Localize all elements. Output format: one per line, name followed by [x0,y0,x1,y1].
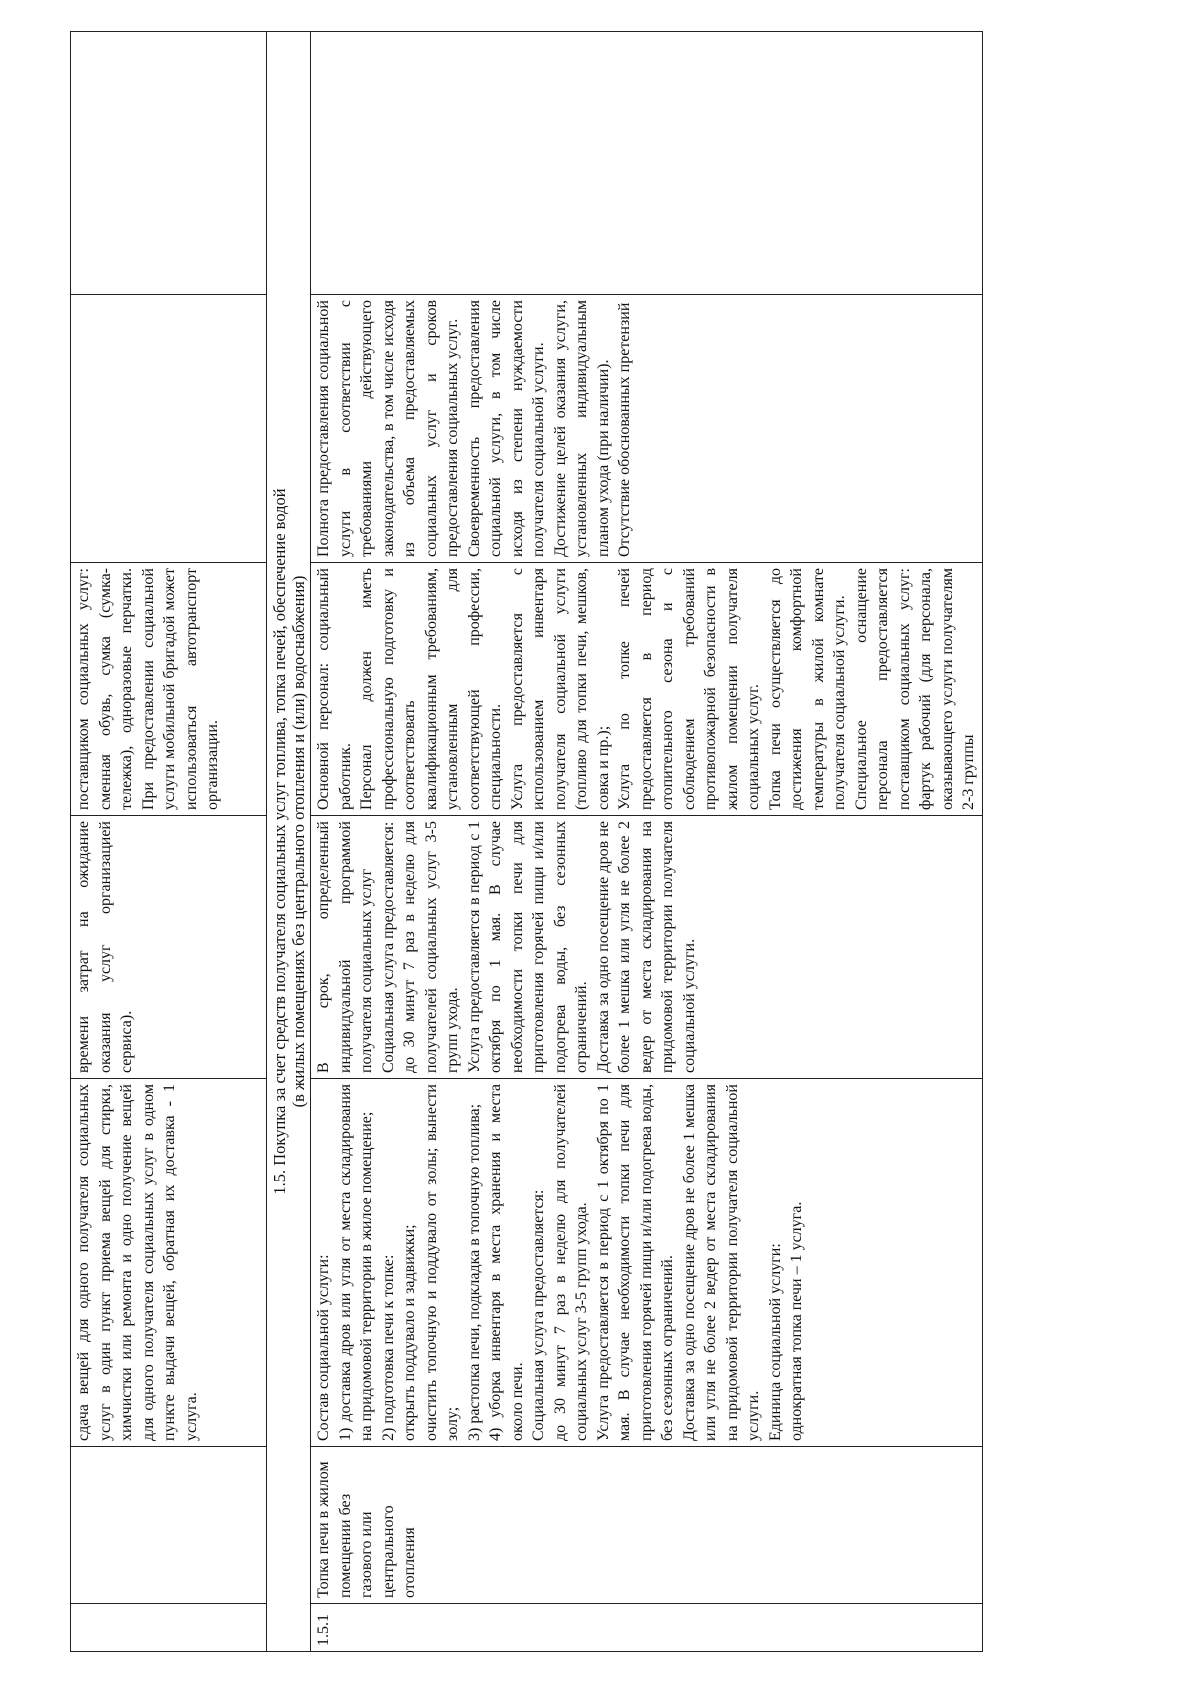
cell-content-continued: сдача вещей для одного получателя социальных услуг в один пункт приема вещей для стирки, химчистки или ремонта и одно получение вещей для одного получателя социальных услуг в одном пункте выдачи вещей, обратная их доставка - 1 услуга. [71,1079,267,1447]
table-row-1-5-1 [311,32,983,1652]
content-line: Социальная услуга предоставляется: [530,1189,547,1441]
service-quality [311,295,983,563]
section-heading-line2: (в жилых помещениях без центрального отопления и (или) водоснабжения) [289,575,308,1108]
timing-line: Услуга предоставляется в период с 1 октября по 1 мая. В случае необходимости топки печи для приготовления горячей пищи и/или подогрева воды, без сезонных ограничений. [465,821,590,1073]
content-line: Состав социальной услуги: [315,1254,332,1441]
cell-name-empty [71,1447,267,1604]
conditions-line: Услуга предоставляется с использованием инвентаря получателя социальной услуги (топливо для топки печи, мешков, совка и пр.); [508,568,612,810]
service-name: Топка печи в жилом помещении без газового или центрального отопления [311,1447,983,1604]
cell-quality-empty [71,295,267,563]
content-line: 4) уборка инвентаря в места хранения и места около печи. [487,1084,526,1441]
service-timing [311,816,983,1079]
quality-line: Своевременность предоставления социальной услуги, в том числе исходя из степени нуждаемости получателя социальной услуги. [465,300,547,557]
content-line: очистить топочную и поддувало от золы; вынести золу; [422,1084,461,1441]
service-number: 1.5.1 [311,1604,983,1652]
quality-line: Полнота предоставления социальной услуги в соответствии с требованиями действующего законодательства, в том числе исходя из объема предоставляемых социальных услуг и сроков предоставления социальных услуг. [315,300,461,557]
section-heading-row [267,32,311,1652]
conditions-line: Специальное оснащение персонала предоставляется поставщиком социальных услуг: фартук рабочий (для персонала, оказывающего услуги получателям 2-3 группы [852,568,977,810]
table-row-continued [71,32,267,1652]
cell-extra-empty [71,32,267,295]
content-line: 3) растопка печи, подкладка в топочную топлива; [465,1103,483,1441]
service-extra-empty [311,32,983,295]
content-line: до 30 минут 7 раз в неделю для получателей социальных услуг 3-5 групп ухода. [551,1084,590,1441]
quality-line: Достижение целей оказания услуги, установленных индивидуальным планом ухода (при наличии). [551,300,612,557]
conditions-line: Топка печи осуществляется до достижения комфортной температуры в жилой комнате получателя социальной услуги. [766,568,848,810]
conditions-line: Персонал должен иметь профессиональную подготовку и соответствовать квалификационным требованиям, установленным для соответствующей профессии, специальности. [358,568,504,810]
content-line: Доставка за одно посещение дров не более 1 мешка или угля не более 2 ведер от места складирования на придомовой территории получателя социальной услуги. [680,1084,762,1441]
service-conditions [311,563,983,816]
service-content [311,1079,983,1447]
section-heading [267,32,311,1652]
content-line: 1) доставка дров или угля от места складирования на придомовой территории в жилое помещение; [336,1084,375,1441]
timing-line: до 30 минут 7 раз в неделю для получателей социальных услуг 3-5 групп ухода. [401,821,461,1073]
services-table [70,31,983,1652]
conditions-line: Услуга по топке печей предоставляется в период отопительного сезона и с соблюдением требований противопожарной безопасности в жилом помещении получателя социальных услуг. [616,568,762,810]
timing-line: Социальная услуга предоставляется: [379,821,397,1073]
content-line: открыть поддувало и задвижки; [401,1224,418,1441]
timing-line: Доставка за одно посещение дров не более 1 мешка или угля не более 2 ведер от места складирования на придомовой территории получателя социальной услуги. [594,821,698,1073]
content-line: Услуга предоставляется в период с 1 октября по 1 мая. В случае необходимости топки печи для приготовления горячей пищи и/или подогрева воды, без сезонных ограничений. [594,1084,676,1441]
quality-line: Отсутствие обоснованных претензий [616,302,633,557]
timing-line: В срок, определенный индивидуальной программой получателя социальных услуг [315,821,375,1073]
content-line: Единица социальной услуги: [766,1243,784,1441]
cell-timing-continued: времени затрат на ожидание оказания услуг организацией сервиса). [71,816,267,1079]
cell-number-empty [71,1604,267,1652]
content-line: однократная топка печи – 1 услуга. [788,1201,805,1441]
section-heading-line1: 1.5. Покупка за счет средств получателя социальных услуг топлива, топка печей, обеспечение водой [270,488,289,1195]
content-line: 2) подготовка печи к топке: [379,1254,397,1441]
conditions-line: Основной персонал: социальный работник. [315,568,354,810]
cell-conditions-continued: поставщиком социальных услуг: сменная обувь, сумка (сумка-тележка), одноразовые перчатки. При предоставлении социальной услуги мобильной бригадой может использоваться автотранспорт организации. [71,563,267,816]
